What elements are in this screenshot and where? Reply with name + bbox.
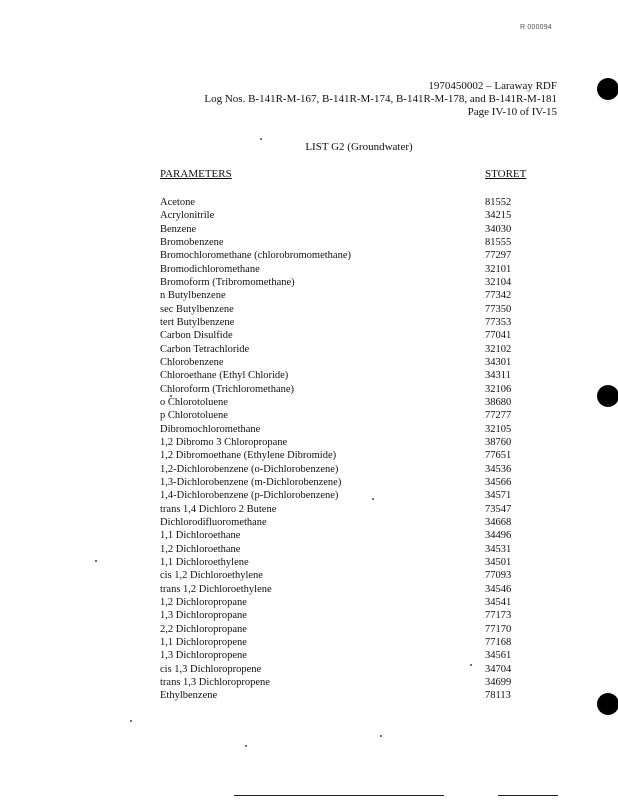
- parameter-row: [160, 316, 540, 329]
- parameter-name: 1,4-Dichlorobenzene (p-Dichlorobenzene): [160, 490, 339, 502]
- parameter-row: [160, 556, 540, 569]
- parameter-name: cis 1,3 Dichloropropene: [160, 663, 262, 675]
- list-title-text: LIST G2 (Groundwater): [305, 141, 413, 153]
- storet-code: 34571: [485, 490, 512, 502]
- footer-rule: [234, 795, 444, 796]
- parameter-name: Bromochloromethane (chlorobromomethane): [160, 250, 351, 262]
- storet-code: 34301: [485, 357, 512, 369]
- storet-code: 81555: [485, 237, 512, 249]
- storet-code: 38680: [485, 397, 512, 409]
- parameter-row: [160, 356, 540, 369]
- storet-code: 34668: [485, 517, 512, 529]
- parameter-row: [160, 543, 540, 556]
- parameter-row: [160, 609, 540, 622]
- parameter-name: Carbon Disulfide: [160, 330, 233, 342]
- storet-code: 73547: [485, 503, 512, 515]
- parameter-row: [160, 596, 540, 609]
- scan-speck: [95, 560, 97, 562]
- parameter-row: [160, 489, 540, 502]
- parameter-name: Chlorobenzene: [160, 357, 224, 369]
- parameter-name: Dibromochloromethane: [160, 423, 261, 435]
- parameter-name: Benzene: [160, 223, 197, 235]
- parameter-name: trans 1,4 Dichloro 2 Butene: [160, 503, 277, 515]
- parameter-row: [160, 662, 540, 675]
- parameter-row: [160, 676, 540, 689]
- parameter-row: [160, 449, 540, 462]
- parameter-name: 1,1 Dichloropropene: [160, 636, 247, 648]
- document-header: [204, 80, 557, 119]
- parameter-row: [160, 409, 540, 422]
- storet-code: 34311: [485, 370, 511, 382]
- parameter-row: [160, 303, 540, 316]
- storet-code: 77041: [485, 330, 512, 342]
- storet-code: 77353: [485, 317, 512, 329]
- storet-code: 77297: [485, 250, 512, 262]
- parameter-row: [160, 276, 540, 289]
- parameter-row: [160, 343, 540, 356]
- parameter-row: [160, 369, 540, 382]
- parameter-name: Bromoform (Tribromomethane): [160, 277, 295, 289]
- storet-code: 34501: [485, 557, 512, 569]
- parameter-row: [160, 623, 540, 636]
- parameter-row: [160, 689, 540, 702]
- parameter-row: [160, 529, 540, 542]
- parameter-name: 1,2 Dibromo 3 Chloropropane: [160, 437, 288, 449]
- storet-code: 77170: [485, 623, 512, 635]
- parameter-list: [160, 196, 540, 702]
- parameter-name: tert Butylbenzene: [160, 317, 235, 329]
- parameter-name: 1,3-Dichlorobenzene (m-Dichlorobenzene): [160, 477, 342, 489]
- parameter-name: Chloroform (Trichloromethane): [160, 383, 295, 395]
- header-log-numbers: Log Nos. B-141R-M-167, B-141R-M-174, B-141R-M-178, and B-141R-M-181: [204, 93, 557, 105]
- parameter-row: [160, 503, 540, 516]
- bates-stamp: R 000094: [520, 24, 552, 31]
- storet-code: 34699: [485, 676, 512, 688]
- parameter-name: Dichlorodifluoromethane: [160, 517, 267, 529]
- parameter-name: trans 1,3 Dichloropropene: [160, 676, 270, 688]
- parameter-row: [160, 196, 540, 209]
- storet-code: 34566: [485, 477, 512, 489]
- parameter-name: Acrylonitrile: [160, 210, 215, 222]
- storet-code: 77277: [485, 410, 512, 422]
- scan-speck: [130, 720, 132, 722]
- parameter-name: 1,3 Dichloropropene: [160, 650, 247, 662]
- parameter-row: [160, 396, 540, 409]
- parameter-row: [160, 463, 540, 476]
- scan-speck: [260, 138, 262, 140]
- storet-code: 77350: [485, 303, 512, 315]
- parameter-name: Chloroethane (Ethyl Chloride): [160, 370, 289, 382]
- parameter-name: 1,2 Dibromoethane (Ethylene Dibromide): [160, 450, 337, 462]
- column-header-storet: STORET: [485, 168, 527, 180]
- parameter-name: Bromobenzene: [160, 237, 224, 249]
- parameter-row: [160, 436, 540, 449]
- parameter-name: 1,3 Dichloropropane: [160, 610, 247, 622]
- parameter-row: [160, 476, 540, 489]
- parameter-name: Bromodichloromethane: [160, 263, 260, 275]
- parameter-row: [160, 289, 540, 302]
- storet-code: 34536: [485, 463, 512, 475]
- parameter-name: Ethylbenzene: [160, 690, 218, 702]
- footer-rule-short: [498, 795, 558, 796]
- parameter-row: [160, 223, 540, 236]
- storet-code: 32105: [485, 423, 512, 435]
- punch-hole-bottom: [597, 693, 618, 715]
- parameter-row: [160, 236, 540, 249]
- storet-code: 38760: [485, 437, 512, 449]
- punch-hole-top: [597, 78, 618, 100]
- list-title: [0, 141, 618, 153]
- storet-code: 34496: [485, 530, 512, 542]
- parameter-name: n Butylbenzene: [160, 290, 226, 302]
- header-page-number: Page IV-10 of IV-15: [467, 106, 557, 118]
- storet-code: 77093: [485, 570, 512, 582]
- storet-code: 78113: [485, 690, 511, 702]
- parameter-name: 1,2 Dichloroethane: [160, 543, 241, 555]
- storet-code: 32102: [485, 343, 512, 355]
- parameter-row: [160, 209, 540, 222]
- storet-code: 32101: [485, 263, 512, 275]
- storet-code: 32104: [485, 277, 512, 289]
- parameter-row: [160, 636, 540, 649]
- storet-code: 77342: [485, 290, 512, 302]
- parameter-row: [160, 423, 540, 436]
- parameter-name: 1,1 Dichloroethane: [160, 530, 241, 542]
- column-header-parameters: PARAMETERS: [160, 168, 232, 180]
- scan-speck: [372, 498, 374, 500]
- parameter-name: cis 1,2 Dichloroethylene: [160, 570, 263, 582]
- parameter-name: sec Butylbenzene: [160, 303, 234, 315]
- storet-code: 81552: [485, 197, 512, 209]
- storet-code: 34704: [485, 663, 512, 675]
- scan-speck: [170, 395, 172, 397]
- parameter-name: 1,2-Dichlorobenzene (o-Dichlorobenzene): [160, 463, 339, 475]
- parameter-row: [160, 263, 540, 276]
- parameter-row: [160, 649, 540, 662]
- parameter-name: 1,2 Dichloropropane: [160, 597, 247, 608]
- parameter-name: trans 1,2 Dichloroethylene: [160, 583, 272, 595]
- storet-code: 34030: [485, 223, 512, 235]
- storet-code: 34546: [485, 583, 512, 595]
- parameter-name: o Chlorotoluene: [160, 397, 228, 409]
- storet-code: 34541: [485, 597, 512, 608]
- parameter-row: [160, 249, 540, 262]
- storet-code: 32106: [485, 383, 512, 395]
- storet-code: 34215: [485, 210, 512, 222]
- storet-code: 77173: [485, 610, 512, 622]
- parameter-row: [160, 383, 540, 396]
- header-site: 1970450002 – Laraway RDF: [428, 80, 557, 92]
- parameter-row: [160, 516, 540, 529]
- parameter-row: [160, 569, 540, 582]
- storet-code: 77651: [485, 450, 512, 462]
- punch-hole-middle: [597, 385, 618, 407]
- parameter-row: [160, 583, 540, 596]
- parameter-name: 1,1 Dichloroethylene: [160, 557, 249, 569]
- storet-code: 34531: [485, 543, 512, 555]
- scan-speck: [380, 735, 382, 737]
- storet-code: 77168: [485, 636, 512, 648]
- parameter-name: p Chlorotoluene: [160, 410, 228, 422]
- scan-speck: [470, 664, 472, 666]
- parameter-name: Acetone: [160, 197, 195, 209]
- scan-speck: [245, 745, 247, 747]
- parameter-name: Carbon Tetrachloride: [160, 343, 250, 355]
- storet-code: 34561: [485, 650, 512, 662]
- parameter-row: [160, 329, 540, 342]
- parameter-name: 2,2 Dichloropropane: [160, 623, 247, 635]
